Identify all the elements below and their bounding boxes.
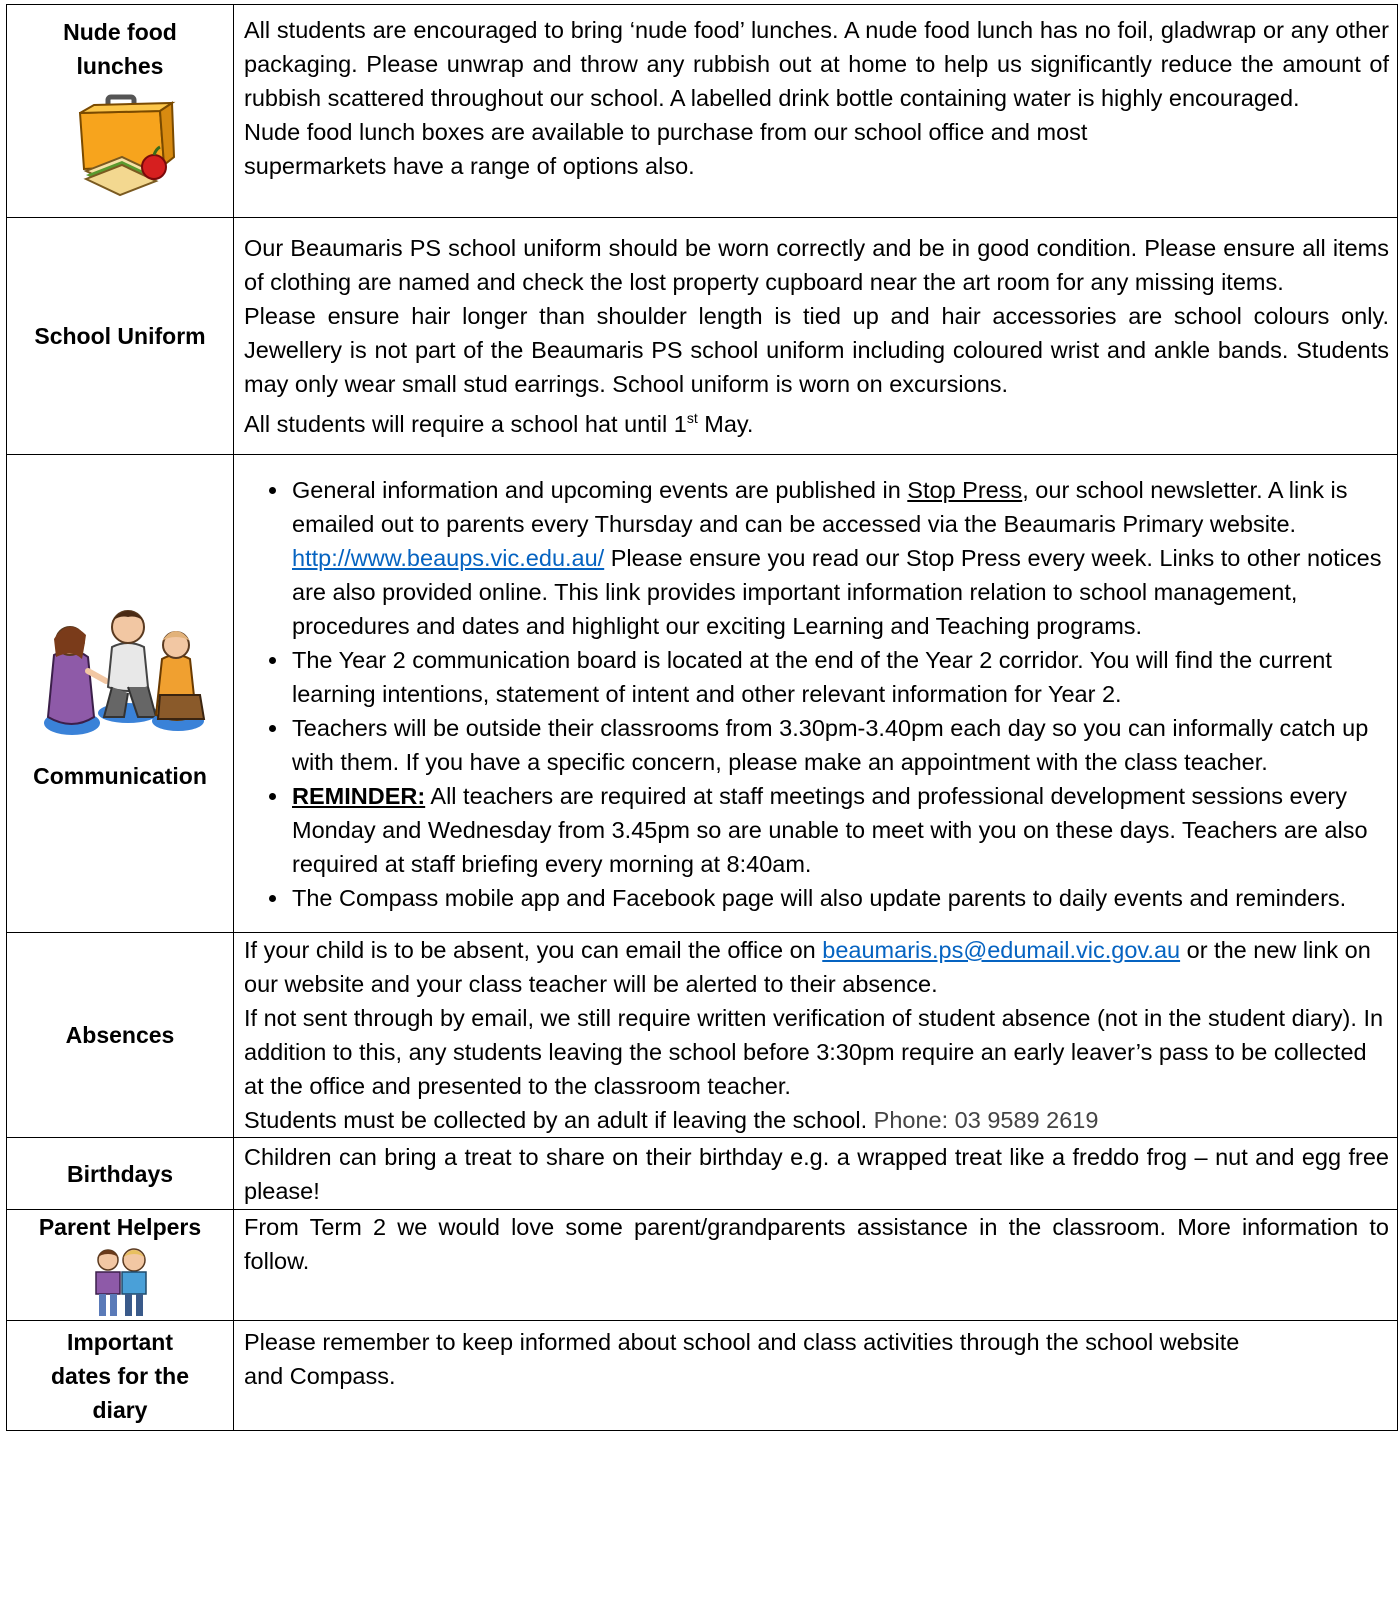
row-parent-helpers bbox=[7, 1210, 1398, 1321]
important-dates-label-line1: Important bbox=[66, 1329, 174, 1355]
website-link[interactable]: http://www.beaups.vic.edu.au/ bbox=[292, 544, 605, 571]
row-school-uniform bbox=[7, 218, 1398, 455]
content-cell-parent-helpers bbox=[234, 1210, 1398, 1321]
info-table bbox=[6, 4, 1398, 1431]
stop-press-title: Stop Press bbox=[907, 476, 1023, 503]
communication-label: Communication bbox=[33, 762, 207, 789]
important-dates-label-line3: diary bbox=[92, 1397, 148, 1423]
communication-item-stop-press bbox=[290, 473, 1389, 643]
uniform-hat-superscript: st bbox=[686, 410, 698, 427]
birthdays-label: Birthdays bbox=[66, 1160, 174, 1187]
uniform-hat-text: All students will require a school hat until 1 bbox=[244, 410, 687, 437]
important-dates-label-line2: dates for the bbox=[50, 1363, 190, 1389]
nude-food-label-line2: lunches bbox=[76, 53, 164, 79]
label-cell-school-uniform bbox=[7, 218, 234, 455]
stop-press-outro: Please ensure you read our Stop Press every week. Links to other notices are also provided online. This link provides important information relation to school management, procedures and dates and highlight our exciting Learning and Teaching programs. bbox=[292, 544, 1382, 639]
reminder-label: REMINDER: bbox=[292, 782, 426, 809]
label-cell-nude-food bbox=[7, 5, 234, 218]
lunchbox-icon bbox=[64, 87, 176, 199]
reminder-text: All teachers are required at staff meetings and professional development sessions every Monday and Wednesday from 3.45pm so are unable to meet with you on these days. Teachers are also required at staff briefing every morning at 8:40am. bbox=[292, 782, 1368, 877]
absences-collection-text: Students must be collected by an adult if leaving the school. bbox=[244, 1107, 874, 1133]
communication-item-teachers: • Teachers will be outside their classrooms from 3.30pm-3.40pm each day so you can informally catch up with them. If you have a specific concern, please make an appointment with the class teacher. bbox=[290, 711, 1389, 779]
content-cell-absences bbox=[234, 933, 1398, 1138]
communication-list bbox=[244, 473, 1389, 915]
important-dates-text: Please remember to keep informed about school and class activities through the school website and Compass. bbox=[244, 1329, 1240, 1389]
communication-item-compass: • The Compass mobile app and Facebook page will also update parents to daily events and reminders. bbox=[290, 881, 1389, 915]
row-absences bbox=[7, 933, 1398, 1138]
stop-press-intro: General information and upcoming events are published in bbox=[292, 476, 908, 503]
absences-paragraph-2: If not sent through by email, we still require written verification of student absence (not in the student diary). In addition to this, any students leaving the school before 3:30pm require an early leaver’s pass to be collected at the office and presented to the classroom teacher. bbox=[244, 1005, 1384, 1099]
content-cell-nude-food bbox=[234, 5, 1398, 218]
content-cell-birthdays bbox=[234, 1138, 1398, 1210]
uniform-paragraph-1: Our Beaumaris PS school uniform should be worn correctly and be in good condition. Please ensure all items of clothing are named and check the lost property cupboard near the art room for any missing items. bbox=[244, 235, 1389, 296]
office-phone: Phone: 03 9589 2619 bbox=[873, 1107, 1099, 1133]
uniform-hat-month: May. bbox=[697, 410, 754, 437]
content-cell-school-uniform bbox=[234, 218, 1398, 455]
two-children-icon bbox=[80, 1244, 160, 1318]
parent-helpers-text: From Term 2 we would love some parent/grandparents assistance in the classroom. More information to follow. bbox=[244, 1214, 1389, 1274]
parent-helpers-label: Parent Helpers bbox=[38, 1214, 202, 1240]
label-cell-birthdays bbox=[7, 1138, 234, 1210]
content-cell-important-dates bbox=[234, 1321, 1398, 1431]
uniform-paragraph-2: Please ensure hair longer than shoulder length is tied up and hair accessories are school colours only. Jewellery is not part of the Beaumaris PS school uniform including coloured wrist and ankle bands. Students may only wear small stud earrings. School uniform is worn on excursions. bbox=[244, 303, 1389, 398]
stop-press-body: , our school newsletter. A link is emailed out to parents every Thursday and can be accessed via the Beaumaris Primary website. bbox=[292, 476, 1348, 537]
content-cell-communication bbox=[234, 455, 1398, 933]
absences-label: Absences bbox=[65, 1022, 175, 1048]
label-cell-important-dates bbox=[7, 1321, 234, 1431]
absences-paragraph-1 bbox=[244, 933, 1389, 1001]
uniform-paragraph-3 bbox=[244, 401, 1389, 441]
row-nude-food bbox=[7, 5, 1398, 218]
nude-food-paragraph-2: Nude food lunch boxes are available to purchase from our school office and most supermarkets have a range of options also. bbox=[244, 119, 1088, 179]
people-talking-icon bbox=[32, 595, 208, 745]
absences-paragraph-3 bbox=[244, 1103, 1389, 1137]
communication-item-board: • The Year 2 communication board is located at the end of the Year 2 corridor. You will find the current learning intentions, statement of intent and other relevant information for Year 2. bbox=[290, 643, 1389, 711]
absences-email-intro: If your child is to be absent, you can email the office on bbox=[244, 937, 823, 963]
office-email-link[interactable]: beaumaris.ps@edumail.vic.gov.au bbox=[822, 937, 1181, 963]
birthdays-text: Children can bring a treat to share on their birthday e.g. a wrapped treat like a freddo frog – nut and egg free please! bbox=[244, 1143, 1389, 1204]
nude-food-paragraph-1: All students are encouraged to bring ‘nude food’ lunches. A nude food lunch has no foil, gladwrap or any other packaging. Please unwrap and throw any rubbish out at home to help us significantly reduce the amount of rubbish scattered throughout our school. A labelled drink bottle containing water is highly encouraged. bbox=[244, 17, 1389, 111]
communication-item-reminder bbox=[290, 779, 1389, 881]
row-communication bbox=[7, 455, 1398, 933]
row-birthdays bbox=[7, 1138, 1398, 1210]
row-important-dates bbox=[7, 1321, 1398, 1431]
label-cell-absences bbox=[7, 933, 234, 1138]
label-cell-communication bbox=[7, 455, 234, 933]
absences-email-outro: or the new link on our website and your class teacher will be alerted to their absence. bbox=[244, 937, 1371, 997]
school-uniform-label: School Uniform bbox=[34, 323, 206, 349]
label-cell-parent-helpers bbox=[7, 1210, 234, 1321]
nude-food-label-line1: Nude food bbox=[63, 19, 177, 45]
